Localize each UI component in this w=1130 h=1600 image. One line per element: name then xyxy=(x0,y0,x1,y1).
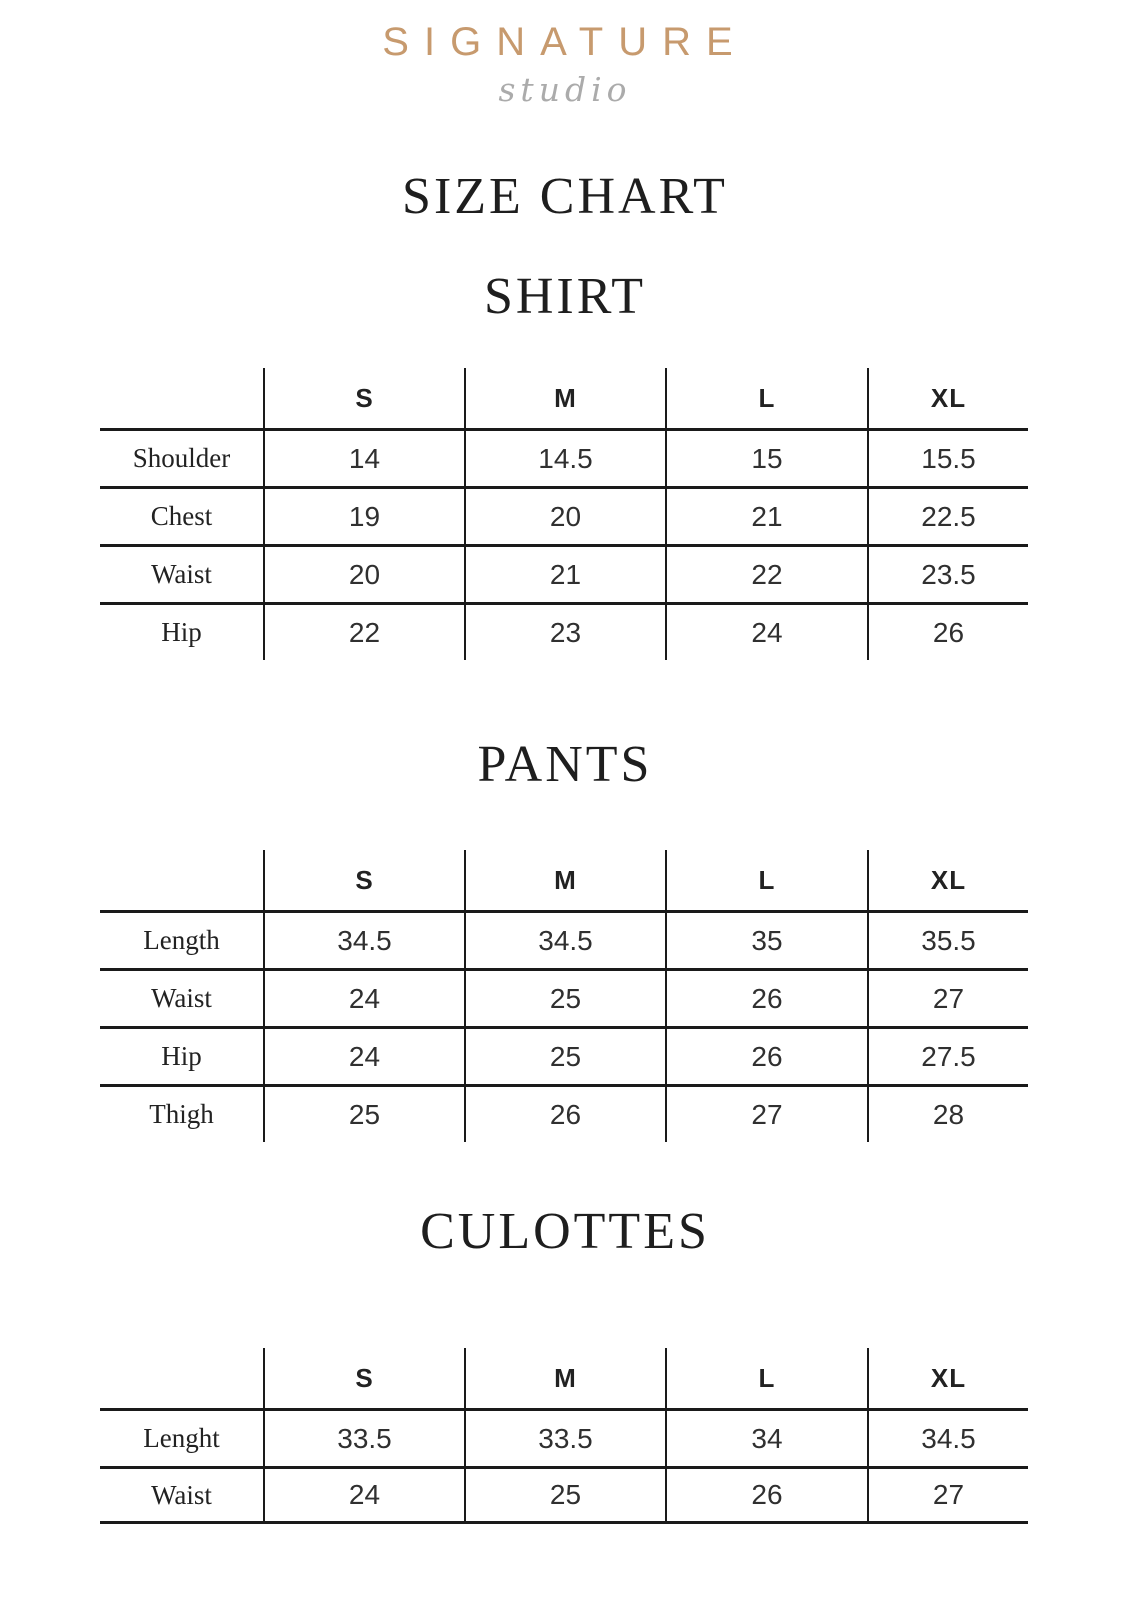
size-value: 22 xyxy=(665,544,867,602)
column-header-xl: XL xyxy=(867,1348,1028,1408)
size-value: 24 xyxy=(665,602,867,660)
row-label-hip: Hip xyxy=(100,1026,263,1084)
column-header-s: S xyxy=(263,850,464,910)
size-value: 33.5 xyxy=(464,1408,665,1466)
size-value: 26 xyxy=(867,602,1028,660)
column-header-l: L xyxy=(665,850,867,910)
size-value: 14.5 xyxy=(464,428,665,486)
page-title: SIZE CHART xyxy=(402,168,728,225)
size-value: 34.5 xyxy=(867,1408,1028,1466)
size-value: 27.5 xyxy=(867,1026,1028,1084)
section-title-pants: PANTS xyxy=(477,736,653,793)
row-label-length: Length xyxy=(100,910,263,968)
size-value: 33.5 xyxy=(263,1408,464,1466)
column-header-s: S xyxy=(263,368,464,428)
size-value: 27 xyxy=(665,1084,867,1142)
size-value: 27 xyxy=(867,968,1028,1026)
size-value: 23.5 xyxy=(867,544,1028,602)
column-header-l: L xyxy=(665,1348,867,1408)
size-value: 25 xyxy=(464,1026,665,1084)
size-value: 15 xyxy=(665,428,867,486)
size-value: 21 xyxy=(464,544,665,602)
size-value: 34 xyxy=(665,1408,867,1466)
size-value: 34.5 xyxy=(464,910,665,968)
column-header-l: L xyxy=(665,368,867,428)
column-header-m: M xyxy=(464,850,665,910)
column-header-m: M xyxy=(464,1348,665,1408)
section-title-shirt: SHIRT xyxy=(483,268,647,325)
row-label-waist: Waist xyxy=(100,1466,263,1524)
size-value: 23 xyxy=(464,602,665,660)
culottes-size-table xyxy=(100,1348,1028,1524)
column-header-s: S xyxy=(263,1348,464,1408)
size-value: 27 xyxy=(867,1466,1028,1524)
corner-cell xyxy=(100,1348,263,1408)
row-label-thigh: Thigh xyxy=(100,1084,263,1142)
size-value: 20 xyxy=(464,486,665,544)
size-value: 26 xyxy=(665,1466,867,1524)
corner-cell xyxy=(100,850,263,910)
shirt-size-table xyxy=(100,368,1028,660)
size-value: 35.5 xyxy=(867,910,1028,968)
size-value: 15.5 xyxy=(867,428,1028,486)
brand-logo-text: SIGNATURE xyxy=(382,20,748,64)
size-value: 35 xyxy=(665,910,867,968)
size-value: 22 xyxy=(263,602,464,660)
size-value: 26 xyxy=(464,1084,665,1142)
pants-size-table xyxy=(100,850,1028,1142)
size-value: 25 xyxy=(263,1084,464,1142)
size-value: 21 xyxy=(665,486,867,544)
row-label-waist: Waist xyxy=(100,544,263,602)
size-value: 28 xyxy=(867,1084,1028,1142)
row-label-lenght: Lenght xyxy=(100,1408,263,1466)
row-label-shoulder: Shoulder xyxy=(100,428,263,486)
size-value: 24 xyxy=(263,968,464,1026)
column-header-xl: XL xyxy=(867,850,1028,910)
column-header-m: M xyxy=(464,368,665,428)
row-label-chest: Chest xyxy=(100,486,263,544)
row-label-waist: Waist xyxy=(100,968,263,1026)
section-title-culottes: CULOTTES xyxy=(420,1203,710,1260)
size-value: 22.5 xyxy=(867,486,1028,544)
size-value: 19 xyxy=(263,486,464,544)
brand-logo-subtext: studio xyxy=(498,70,632,109)
size-value: 26 xyxy=(665,1026,867,1084)
corner-cell xyxy=(100,368,263,428)
row-label-hip: Hip xyxy=(100,602,263,660)
size-value: 34.5 xyxy=(263,910,464,968)
column-header-xl: XL xyxy=(867,368,1028,428)
size-value: 24 xyxy=(263,1026,464,1084)
size-value: 24 xyxy=(263,1466,464,1524)
size-value: 26 xyxy=(665,968,867,1026)
size-value: 14 xyxy=(263,428,464,486)
size-value: 25 xyxy=(464,968,665,1026)
size-value: 20 xyxy=(263,544,464,602)
size-value: 25 xyxy=(464,1466,665,1524)
